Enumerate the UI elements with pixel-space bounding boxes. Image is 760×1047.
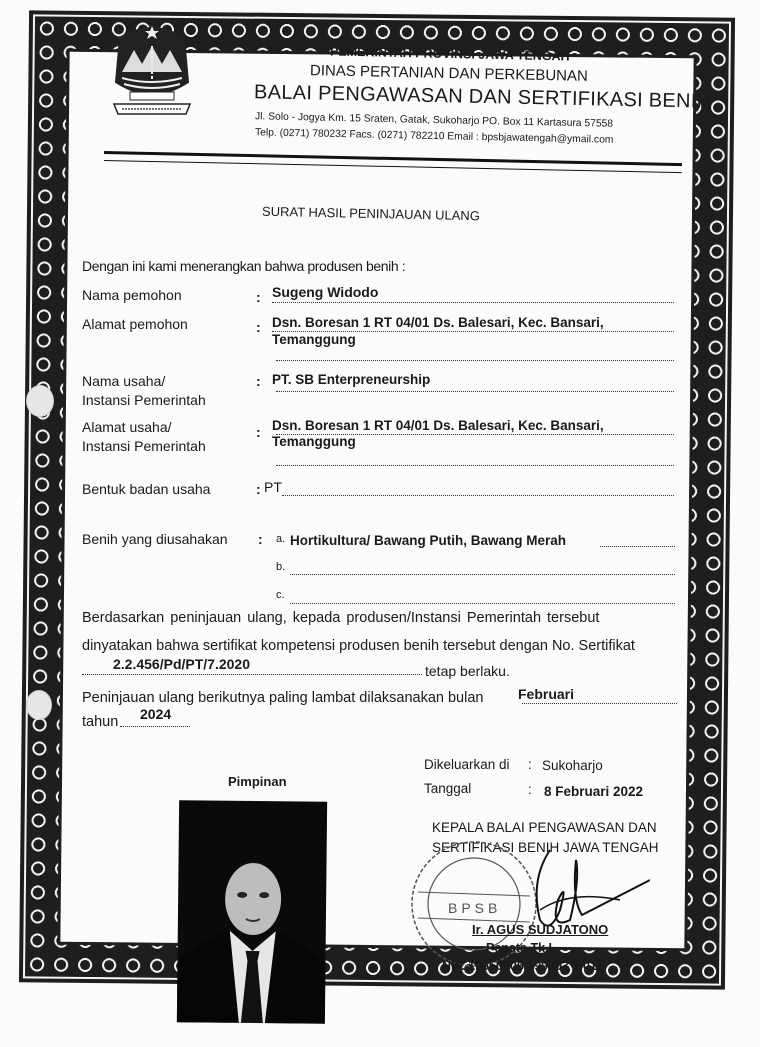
date-label: Tanggal xyxy=(424,781,472,796)
official-name: Ir. AGUS SUDJATONO xyxy=(472,922,609,937)
fill-line xyxy=(276,360,674,361)
fill-line xyxy=(276,391,674,392)
business-form-label: Bentuk badan usaha xyxy=(82,481,211,497)
fill-line xyxy=(282,495,674,496)
colon: : xyxy=(256,373,261,389)
fill-line xyxy=(82,674,422,675)
statement-line-1: Berdasarkan peninjauan ulang, kepada produsen/Instansi Pemerintah tersebut xyxy=(82,610,600,626)
issued-at-value: Sukoharjo xyxy=(542,758,603,773)
fill-line xyxy=(276,465,674,466)
official-nip: NIP. 19650806 199203 1 011 xyxy=(442,959,604,973)
official-rank: Penata Tk.I xyxy=(486,941,552,955)
letterhead-department: DINAS PERTANIAN DAN PERKEBUNAN xyxy=(309,62,588,85)
fill-line xyxy=(600,546,675,547)
leader-label: Pimpinan xyxy=(228,774,287,789)
letterhead-government: PEMERINTAH PROVINSI JAWA TENGAH xyxy=(329,44,570,64)
issued-at-label: Dikeluarkan di xyxy=(424,757,510,772)
applicant-name-value: Sugeng Widodo xyxy=(272,284,379,300)
colon: : xyxy=(256,481,261,497)
colon: : xyxy=(256,319,261,335)
certificate-number: 2.2.456/Pd/PT/7.2020 xyxy=(113,656,250,672)
applicant-name-label: Nama pemohon xyxy=(82,287,182,303)
portrait-figure-icon xyxy=(177,800,327,1024)
seed-type-label: Benih yang diusahakan xyxy=(82,531,228,547)
fill-line xyxy=(276,434,674,435)
colon: : xyxy=(256,424,261,440)
business-form-value: PT xyxy=(264,479,282,495)
fill-line xyxy=(120,726,190,727)
document-title: SURAT HASIL PENINJAUAN ULANG xyxy=(261,203,481,224)
applicant-address-city: Temanggung xyxy=(272,332,356,347)
business-address-city: Temanggung xyxy=(272,434,356,449)
fill-line xyxy=(290,603,675,604)
business-address-label-2: Instansi Pemerintah xyxy=(82,438,206,454)
colon: : xyxy=(528,757,532,772)
fill-line xyxy=(272,331,674,332)
statement-line-5: tahun xyxy=(82,714,119,730)
colon: : xyxy=(528,782,532,797)
colon: : xyxy=(258,531,263,547)
fill-line xyxy=(522,703,677,704)
fill-line xyxy=(272,302,674,303)
business-address-label: Alamat usaha/ xyxy=(82,419,172,435)
intro-text: Dengan ini kami menerangkan bahwa produsen benih : xyxy=(82,258,406,274)
letterhead-divider xyxy=(104,151,682,173)
letterhead-address: Jl. Solo - Jogya Km. 15 Sraten, Gatak, Sukoharjo PO. Box 11 Kartasura 57558 xyxy=(254,111,614,130)
official-position-line-2: SERTIFIKASI BENIH JAWA TENGAH xyxy=(432,840,659,855)
applicant-address-value: Dsn. Boresan 1 RT 04/01 Ds. Balesari, Kec. Bansari, xyxy=(272,315,604,330)
statement-line-2: dinyatakan bahwa sertifikat kompetensi produsen benih tersebut dengan No. Sertifikat xyxy=(82,638,635,654)
applicant-portrait-photo xyxy=(177,800,327,1024)
review-month: Februari xyxy=(518,686,575,702)
official-position-line-1: KEPALA BALAI PENGAWASAN DAN xyxy=(432,820,657,835)
colon: : xyxy=(256,289,261,305)
statement-line-4: Peninjauan ulang berikutnya paling lambat dilaksanakan bulan xyxy=(82,690,484,706)
seed-item-marker-b: b. xyxy=(276,561,286,573)
statement-line-3: tetap berlaku. xyxy=(425,663,510,679)
business-name-label: Nama usaha/ xyxy=(82,373,166,389)
fill-line xyxy=(290,574,675,575)
date-value: 8 Februari 2022 xyxy=(544,784,644,799)
seed-item-a-value: Hortikultura/ Bawang Putih, Bawang Merah xyxy=(290,533,567,548)
svg-text:BPSB: BPSB xyxy=(448,900,502,916)
review-year: 2024 xyxy=(140,706,172,722)
seed-item-marker-a: a. xyxy=(276,533,286,545)
jawa-tengah-crest-icon xyxy=(108,20,196,120)
seed-item-marker-c: c. xyxy=(276,589,285,601)
business-name-value: PT. SB Enterpreneurship xyxy=(272,372,431,387)
business-name-label-2: Instansi Pemerintah xyxy=(82,392,206,408)
business-address-value: Dsn. Boresan 1 RT 04/01 Ds. Balesari, Kec. Bansari, xyxy=(272,418,604,433)
applicant-address-label: Alamat pemohon xyxy=(82,316,188,332)
letterhead-institution: BALAI PENGAWASAN DAN SERTIFIKASI BENIH xyxy=(253,81,712,113)
letterhead-contact: Telp. (0271) 780232 Facs. (0271) 782210 Email : bpsbjawatengah@ymail.com xyxy=(254,127,614,146)
